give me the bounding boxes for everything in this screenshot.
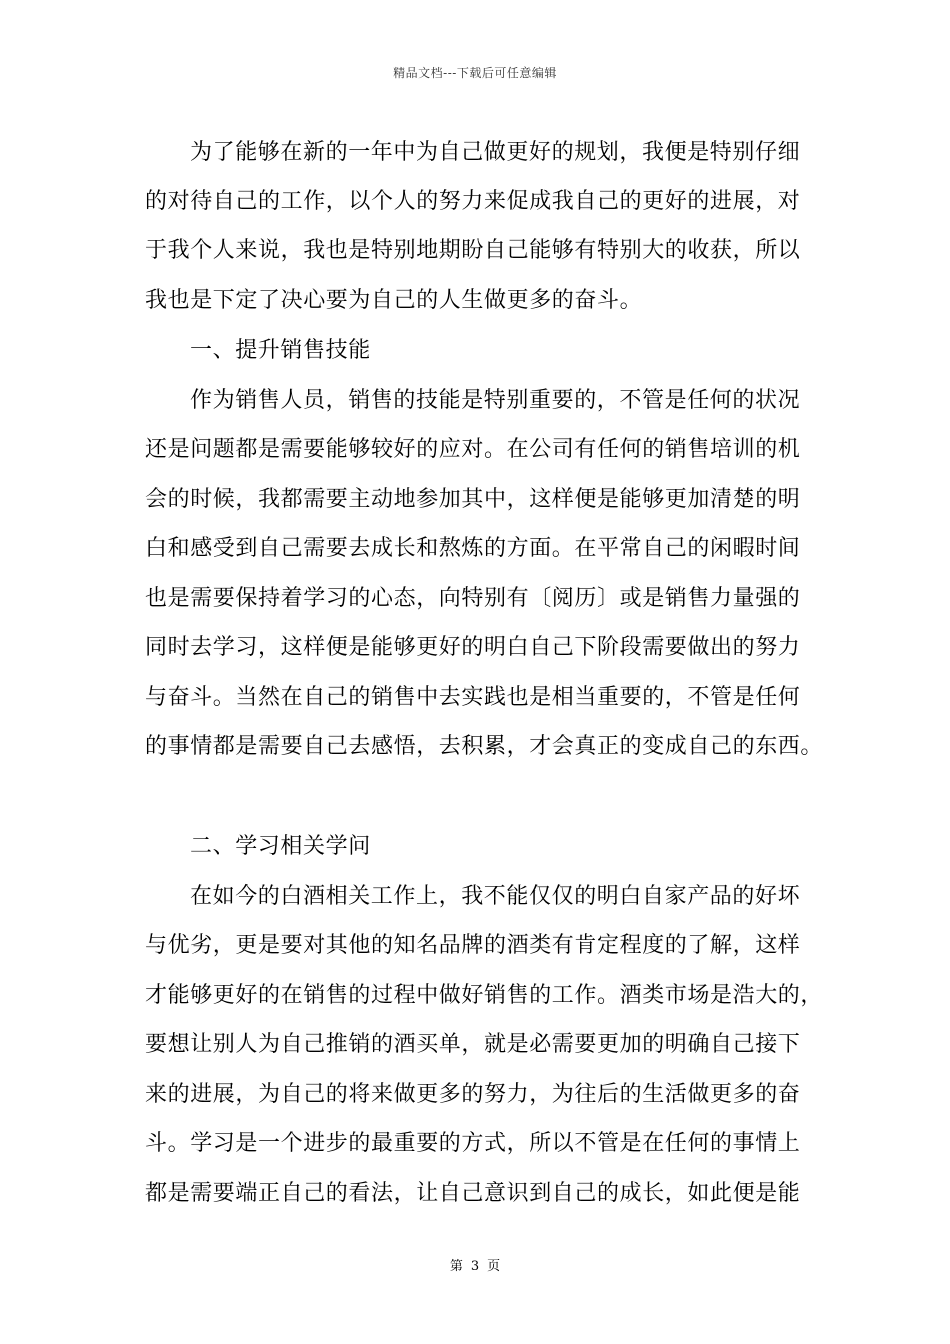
paragraph-line: 还是问题都是需要能够较好的应对。在公司有任何的销售培训的机 <box>145 437 801 462</box>
paragraph-line: 才能够更好的在销售的过程中做好销售的工作。酒类市场是浩大的， <box>145 983 824 1008</box>
section-heading: 一、提升销售技能 <box>190 338 371 363</box>
paragraph-line: 也是需要保持着学习的心态，向特别有〔阅历〕或是销售力量强的 <box>145 586 801 611</box>
paragraph-line: 来的进展，为自己的将来做更多的努力，为往后的生活做更多的奋 <box>145 1082 801 1107</box>
page-number: 3 <box>470 1259 480 1274</box>
page-footer <box>0 1255 950 1274</box>
paragraph-line: 的事情都是需要自己去感悟，去积累，才会真正的变成自己的东西。 <box>145 734 824 759</box>
paragraph-line: 我也是下定了决心要为自己的人生做更多的奋斗。 <box>145 288 643 313</box>
paragraph-line: 为了能够在新的一年中为自己做更好的规划，我便是特别仔细 <box>190 140 801 165</box>
paragraph-line: 作为销售人员，销售的技能是特别重要的，不管是任何的状况 <box>190 388 801 413</box>
paragraph-line: 与奋斗。当然在自己的销售中去实践也是相当重要的，不管是任何 <box>145 685 801 710</box>
paragraph-line: 在如今的白酒相关工作上，我不能仅仅的明白自家产品的好坏 <box>190 884 801 909</box>
paragraph-line: 斗。学习是一个进步的最重要的方式，所以不管是在任何的事情上 <box>145 1131 801 1156</box>
section-heading: 二、学习相关学问 <box>190 834 371 859</box>
paragraph-line: 与优劣，更是要对其他的知名品牌的酒类有肯定程度的了解，这样 <box>145 933 801 958</box>
paragraph-line: 白和感受到自己需要去成长和熬炼的方面。在平常自己的闲暇时间 <box>145 536 801 561</box>
paragraph-line: 的对待自己的工作，以个人的努力来促成我自己的更好的进展，对 <box>145 189 801 214</box>
paragraph-line: 要想让别人为自己推销的酒买单，就是必需要更加的明确自己接下 <box>145 1032 801 1057</box>
paragraph-line: 会的时候，我都需要主动地参加其中，这样便是能够更加清楚的明 <box>145 487 801 512</box>
paragraph-line: 都是需要端正自己的看法，让自己意识到自己的成长，如此便是能 <box>145 1181 801 1206</box>
page-number-prefix: 第 <box>449 1259 463 1274</box>
paragraph-line: 于我个人来说，我也是特别地期盼自己能够有特别大的收获，所以 <box>145 238 801 263</box>
page-number-suffix: 页 <box>487 1259 501 1274</box>
paragraph-line: 同时去学习，这样便是能够更好的明白自己下阶段需要做出的努力 <box>145 635 801 660</box>
page-header: 精品文档---下载后可任意编辑 <box>393 66 557 80</box>
